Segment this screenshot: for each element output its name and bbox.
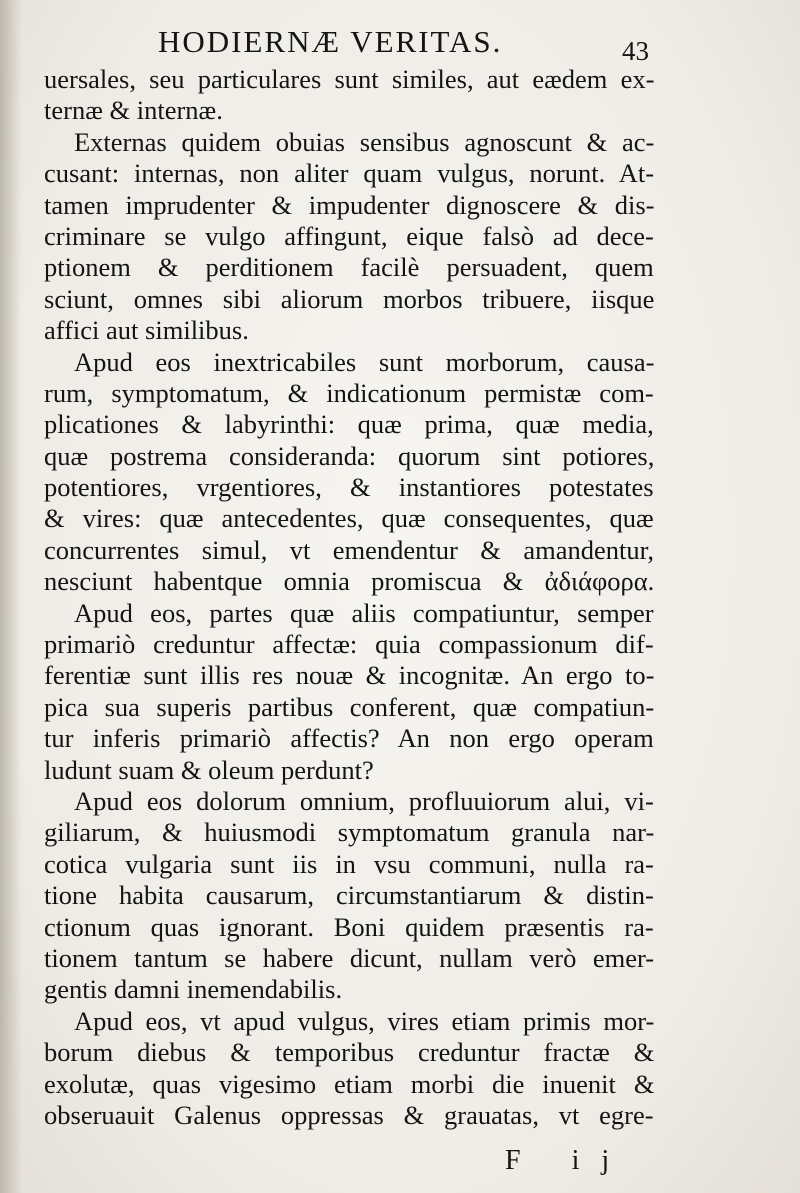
text-line: pica sua superis partibus conferent, quæ compatiun-: [44, 691, 655, 722]
text-line: criminare se vulgo affingunt, eique falsò ad dece-: [44, 220, 654, 251]
signature-mark: F ij: [505, 1145, 632, 1176]
text-line: gentis damni inemendabilis.: [44, 974, 343, 1005]
text-line: concurrentes simul, vt emendentur & amandentur,: [44, 534, 654, 565]
gutter-shadow: [0, 0, 22, 1193]
text-line: Apud eos inextricabiles sunt morborum, causa-: [74, 346, 655, 377]
text-line: Apud eos, partes quæ aliis compatiuntur, semper: [74, 597, 654, 628]
text-line: Apud eos, vt apud vulgus, vires etiam primis mor-: [74, 1005, 655, 1036]
text-line: tione habita causarum, circumstantiarum & distin-: [44, 880, 654, 911]
text-line: ludunt suam & oleum perdunt?: [44, 754, 374, 785]
text-line: borum diebus & temporibus creduntur fractæ &: [44, 1037, 655, 1068]
text-line: giliarum, & huiusmodi symptomatum granula nar-: [44, 817, 655, 848]
text-line: ferentiæ sunt illis res nouæ & incognitæ. An ergo to-: [44, 660, 655, 691]
text-line: cusant: internas, non aliter quam vulgus, norunt. At-: [44, 158, 655, 189]
text-line: & vires: quæ antecedentes, quæ consequentes, quæ: [44, 503, 654, 534]
text-line: affici aut similibus.: [44, 315, 249, 346]
text-line: plicationes & labyrinthi: quæ prima, quæ media,: [44, 409, 654, 440]
text-line: rum, symptomatum, & indicationum permistæ com-: [44, 377, 654, 408]
text-line: potentiores, vrgentiores, & instantiores potestates: [44, 472, 654, 503]
text-line: primariò creduntur affectæ: quia compassionum dif-: [44, 629, 654, 660]
text-line: tionem tantum se habere dicunt, nullam verò emer-: [44, 942, 655, 973]
text-line: ternæ & internæ.: [44, 95, 223, 126]
text-line: Externas quidem obuias sensibus agnoscunt & ac-: [74, 126, 655, 157]
text-line: sciunt, omnes sibi aliorum morbos tribuere, iisque: [44, 283, 655, 314]
text-line: obseruauit Galenus oppressas & grauatas, vt egre-: [44, 1099, 654, 1130]
text-line: Apud eos dolorum omnium, profluuiorum alui, vi-: [74, 785, 654, 816]
text-line: tur inferis primariò affectis? An non ergo operam: [44, 723, 654, 754]
text-line: exolutæ, quas vigesimo etiam morbi die inuenit &: [44, 1068, 655, 1099]
text-line: uersales, seu particulares sunt similes, aut eædem ex-: [44, 64, 655, 94]
body-text: [44, 64, 654, 1131]
text-line: tamen imprudenter & impudenter dignoscere & dis-: [44, 189, 655, 220]
text-line: cotica vulgaria sunt iis in vsu communi, nulla ra-: [44, 848, 654, 879]
page-number: 43: [622, 36, 649, 66]
text-line: ptionem & perditionem facilè persuadent, quem: [44, 252, 654, 283]
text-line: quæ postrema consideranda: quorum sint potiores,: [44, 440, 655, 471]
running-head: HODIERNÆ VERITAS.: [158, 24, 503, 59]
text-line: ctionum quas ignorant. Boni quidem præsentis ra-: [44, 911, 654, 942]
text-line: nesciunt habentque omnia promiscua & ἀδιάφορα.: [44, 566, 655, 597]
